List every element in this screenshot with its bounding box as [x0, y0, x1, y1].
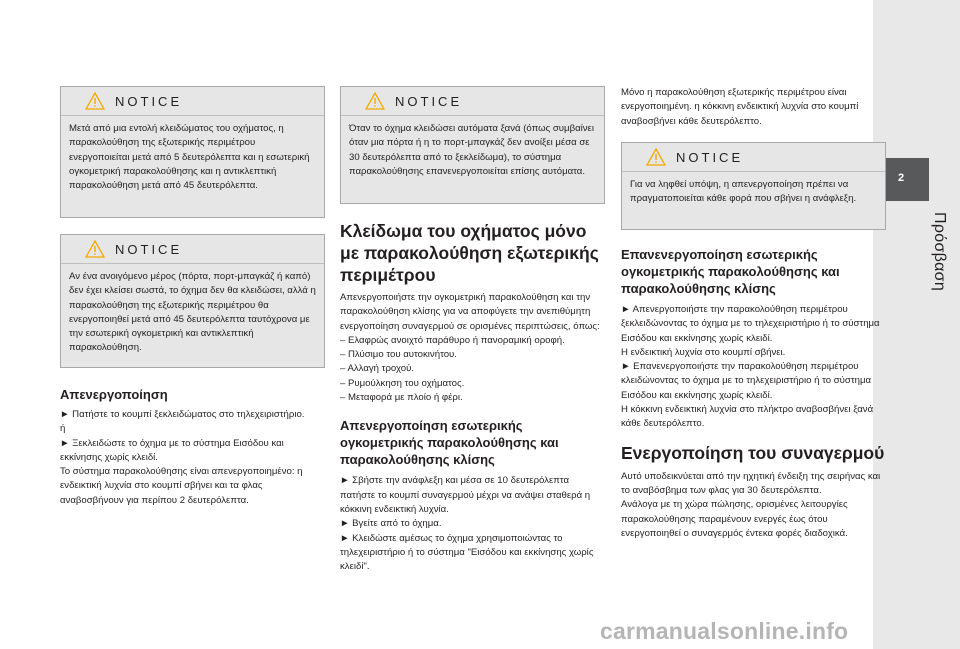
body-line: ή: [60, 423, 66, 435]
body-line: ► Ξεκλειδώστε το όχημα με το σύστημα Εισόδου και εκκίνησης χωρίς κλειδί.: [60, 437, 284, 463]
chapter-sidebar: [873, 0, 960, 649]
body-line: ► Βγείτε από το όχημα.: [340, 518, 442, 530]
notice-text: Για να ληφθεί υπόψη, η απενεργοποίηση πρέπει να πραγματοποιείται κάθε φορά που σβήνει η ανάφλεξη.: [630, 179, 857, 205]
notice-box: [60, 234, 325, 368]
list-item: – Αλλαγή τροχού.: [340, 363, 415, 375]
notice-box: [340, 86, 605, 204]
notice-box: [621, 142, 886, 230]
body-line: ► Κλειδώστε αμέσως το όχημα χρησιμοποιώντας το τηλεχειριστήριο ή το σύστημα "Εισόδου και εκκίνησης χωρίς κλειδί".: [340, 532, 594, 573]
body-line: ► Επανενεργοποιήστε την παρακολούθηση περιμέτρου κλειδώνοντας το όχημα με το τηλεχειριστήριο ή το σύστημα Εισόδου και εκκίνησης χωρίς κλειδί.: [621, 361, 872, 401]
section-heading: Επανενεργοποίηση εσωτερικής ογκομετρικής παρακολούθησης και παρακολούθησης κλίσης: [621, 247, 840, 296]
body-line: ► Απενεργοποιήστε την παρακολούθηση περιμέτρου ξεκλειδώνοντας το όχημα με το τηλεχειριστήριο ή το σύστημα Εισόδου και εκκίνησης χωρίς κλειδί.: [621, 304, 880, 344]
watermark: carmanualsonline.info: [600, 618, 849, 644]
list-item: – Πλύσιμο του αυτοκινήτου.: [340, 349, 457, 361]
notice-header: [61, 87, 324, 116]
warning-triangle-icon: [646, 148, 666, 166]
list-item: – Ελαφρώς ανοιχτό παράθυρο ή πανοραμική οροφή.: [340, 334, 565, 346]
notice-title: NOTICE: [676, 149, 744, 165]
list-item: – Ρυμούλκηση του οχήματος.: [340, 377, 465, 389]
section-heading: Απενεργοποίηση: [60, 387, 168, 402]
body-text: Μόνο η παρακολούθηση εξωτερικής περιμέτρου είναι ενεργοποιημένη. η κόκκινη ενδεικτική λυχνία στο κουμπί αναβοσβήνει κάθε δευτερόλεπτο.: [621, 87, 859, 127]
notice-header: [622, 143, 885, 172]
reactivation-section: [621, 246, 886, 541]
notice-header: [61, 235, 324, 264]
notice-text: Αν ένα ανοιγόμενο μέρος (πόρτα, πορτ-μπαγκάζ ή καπό) δεν έχει κλείσει σωστά, το όχημα δεν θα κλειδώσει, αλλά η παρακολούθηση της εξωτερικής περιμέτρου θα ενεργοποιηθεί μετά από 45 δευτερόλεπτα ταυτόχρονα με την εσωτερική ογκομετρική και αντικλεπτική παρακολούθηση.: [69, 271, 316, 354]
body-line: Το σύστημα παρακολούθησης είναι απενεργοποιημένο: η ενδεικτική λυχνία στο κουμπί σβήνει και τα φλας αναβοσβήνουν για περίπου 2 δευτερόλεπτα.: [60, 466, 303, 506]
warning-triangle-icon: [85, 240, 105, 258]
deactivation-section: [60, 386, 325, 508]
chapter-title: Πρόσβαση: [931, 212, 948, 292]
perimeter-section: [340, 220, 605, 574]
body-text: Ανάλογα με τη χώρα πώλησης, ορισμένες λειτουργίες παρακολούθησης παραμένουν ενεργές έως ότου ενεργοποιηθεί ο συναγερμός έντεκα φορές διαδοχικά.: [621, 499, 848, 539]
body-line: ► Πατήστε το κουμπί ξεκλειδώματος στο τηλεχειριστήριο.: [60, 409, 305, 420]
main-heading: Κλείδωμα του οχήματος μόνο με παρακολούθηση εξωτερικής περιμέτρου: [340, 221, 599, 285]
notice-box: [60, 86, 325, 218]
notice-title: NOTICE: [395, 93, 463, 109]
section-heading: Απενεργοποίηση εσωτερικής ογκομετρικής παρακολούθησης και παρακολούθησης κλίσης: [340, 418, 559, 468]
list-item: – Μεταφορά με πλοίο ή φέρι.: [340, 392, 463, 404]
notice-text: Μετά από μια εντολή κλειδώματος του οχήματος, η παρακολούθηση της εξωτερικής περιμέτρου ενεργοποιείται μετά από 5 δευτερόλεπτα και η εσωτερική ογκομετρική παρακολούθησης και η αντικλεπτική παρακολούθηση μετά από 45 δευτερόλεπτα.: [69, 123, 310, 192]
body-line: Η κόκκινη ενδεικτική λυχνία στο πλήκτρο αναβοσβήνει ξανά κάθε δευτερόλεπτο.: [621, 404, 874, 430]
body-text: Απενεργοποιήστε την ογκομετρική παρακολούθηση και την παρακολούθηση κλίσης για να αποφύγετε την ανεπιθύμητη ενεργοποίηση συναγερμού σε ορισμένες περιπτώσεις, όπως:: [340, 292, 600, 332]
chapter-number: 2: [897, 172, 905, 184]
body-line: Η ενδεικτική λυχνία στο κουμπί σβήνει.: [621, 346, 786, 358]
body-text: Αυτό υποδεικνύεται από την ηχητική ένδειξη της σειρήνας και το αναβόσβημα των φλας για 30 δευτερόλεπτα.: [621, 470, 881, 496]
notice-header: [341, 87, 604, 116]
notice-title: NOTICE: [115, 241, 183, 257]
main-heading: Ενεργοποίηση του συναγερμού: [621, 442, 885, 463]
warning-triangle-icon: [365, 92, 385, 110]
body-line: ► Σβήστε την ανάφλεξη και μέσα σε 10 δευτερόλεπτα πατήστε το κουμπί συναγερμού μέχρι να ανάψει σταθερά η κόκκινη ενδεικτική λυχνία.: [340, 475, 591, 515]
warning-triangle-icon: [85, 92, 105, 110]
notice-text: Όταν το όχημα κλειδώσει αυτόματα ξανά (όπως συμβαίνει όταν μια πόρτα ή η το πορτ-μπαγκάζ δεν ανοίξει μέσα σε 30 δευτερόλεπτα από το ξεκλείδωμα), το σύστημα παρακολούθησης επανενεργοποιείται επίσης αυτόματα.: [349, 123, 594, 177]
notice-title: NOTICE: [115, 93, 183, 109]
